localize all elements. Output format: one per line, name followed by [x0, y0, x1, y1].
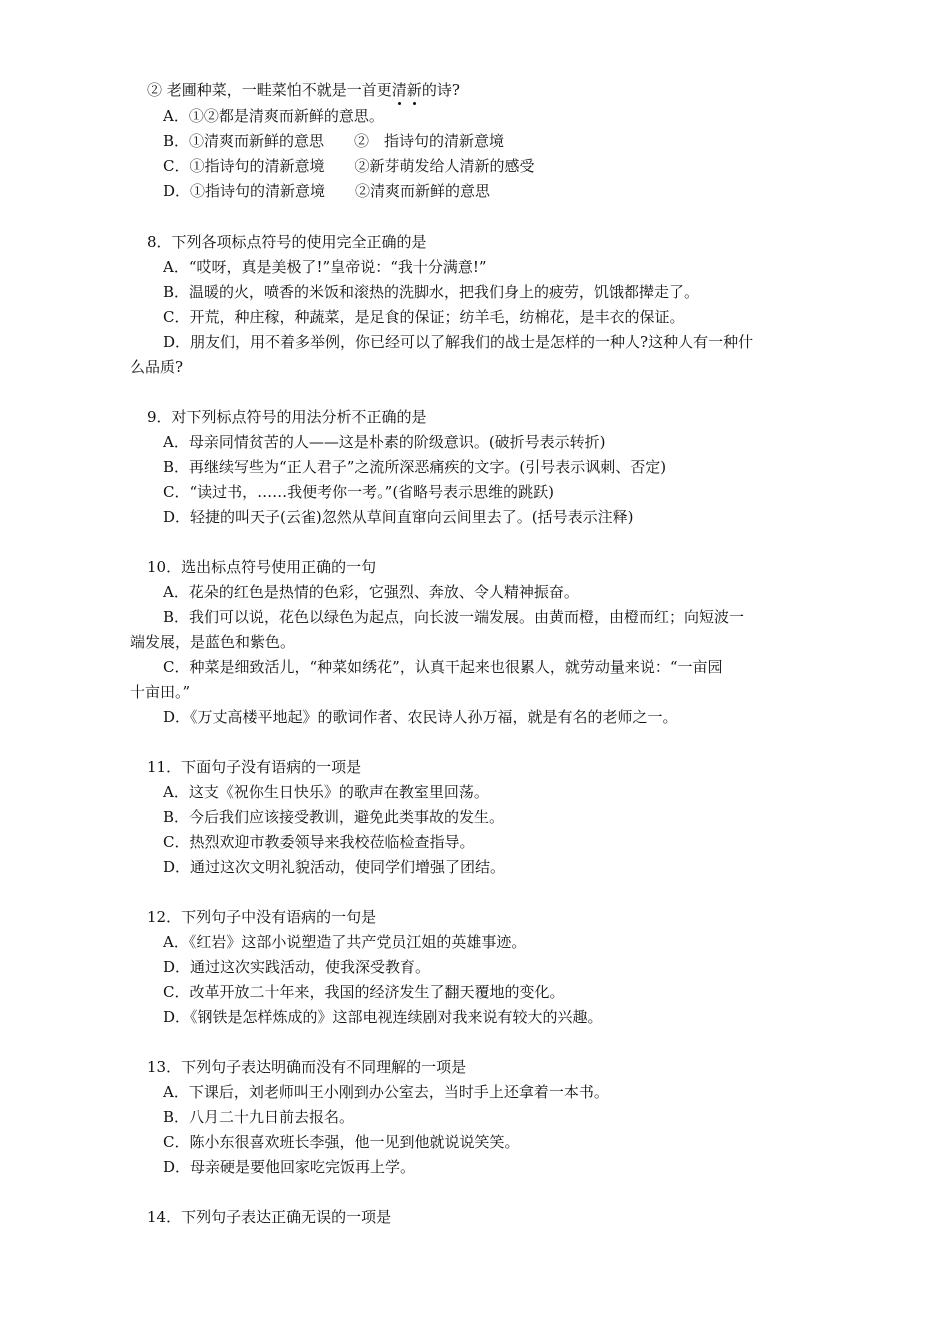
q7-item-2 [147, 80, 460, 100]
q9-option-c: C．“读过书，……我便考你一考。”(省略号表示思维的跳跃) [163, 483, 555, 501]
q13-stem: 13．下列句子表达明确而没有不同理解的一项是 [147, 1058, 467, 1076]
q7-option-b: B．①清爽而新鲜的意思 ② 指诗句的清新意境 [163, 132, 505, 150]
q12-stem: 12．下列句子中没有语病的一句是 [147, 908, 377, 926]
q12-option-a: A．《红岩》这部小说塑造了共产党员江姐的英雄事迹。 [163, 933, 527, 951]
q8-option-d: D．朋友们，用不着多举例，你已经可以了解我们的战士是怎样的一种人?这种人有一种什 [163, 333, 754, 351]
q7-item-2-text-end: 的诗? [421, 81, 460, 99]
q11-option-b: B．今后我们应该接受教训，避免此类事故的发生。 [163, 808, 505, 826]
q10-option-a: A．花朵的红色是热情的色彩，它强烈、奔放、令人精神振奋。 [163, 583, 579, 601]
q9-option-d: D．轻捷的叫天子(云雀)忽然从草间直窜向云间里去了。(括号表示注释) [163, 508, 634, 526]
q11-option-d: D．通过这次文明礼貌活动，使同学们增强了团结。 [163, 858, 506, 876]
q13-option-a: A．下课后，刘老师叫王小刚到办公室去，当时手上还拿着一本书。 [163, 1083, 609, 1101]
q7-item-2-text: ② 老圃种菜，一畦菜怕不就是一首更 [147, 81, 392, 99]
q10-option-c-wrap: 十亩田。” [130, 683, 191, 701]
q8-option-a: A．“哎呀，真是美极了!”皇帝说：“我十分满意!” [163, 258, 487, 276]
q12-option-c: C．改革开放二十年来，我国的经济发生了翻天覆地的变化。 [163, 983, 565, 1001]
q8-stem: 8．下列各项标点符号的使用完全正确的是 [147, 233, 427, 251]
q13-option-c: C．陈小东很喜欢班长李强，他一见到他就说说笑笑。 [163, 1133, 520, 1151]
emphasis-char: 清 [392, 81, 407, 99]
q10-stem: 10．选出标点符号使用正确的一句 [147, 558, 377, 576]
q8-option-c: C．开荒，种庄稼，种蔬菜，是足食的保证；纺羊毛，纺棉花，是丰衣的保证。 [163, 308, 685, 326]
q9-option-a: A．母亲同情贫苦的人——这是朴素的阶级意识。(破折号表示转折) [163, 433, 606, 451]
q10-option-c: C．种菜是细致活儿，“种菜如绣花”，认真干起来也很累人，就劳动量来说：“一亩园 [163, 658, 723, 676]
q12-option-b: D．通过这次实践活动，使我深受教育。 [163, 958, 431, 976]
q14-stem: 14．下列句子表达正确无误的一项是 [147, 1208, 392, 1226]
q13-option-b: B．八月二十九日前去报名。 [163, 1108, 355, 1126]
q8-option-d-wrap: 么品质? [130, 358, 184, 376]
q9-option-b: B．再继续写些为“正人君子”之流所深恶痛疾的文字。(引号表示讽刺、否定) [163, 458, 667, 476]
q9-stem: 9．对下列标点符号的用法分析不正确的是 [147, 408, 427, 426]
q11-option-c: C．热烈欢迎市教委领导来我校莅临检查指导。 [163, 833, 475, 851]
q10-option-d: D．《万丈高楼平地起》的歌词作者、农民诗人孙万福，就是有名的老师之一。 [163, 708, 678, 726]
q7-option-c: C．①指诗句的清新意境 ②新芽萌发给人清新的感受 [163, 157, 535, 175]
q10-option-b-wrap: 端发展，是蓝色和紫色。 [130, 633, 296, 651]
q10-option-b: B．我们可以说，花色以绿色为起点，向长波一端发展。由黄而橙，由橙而红；向短波一 [163, 608, 745, 626]
q12-option-d: D．《钢铁是怎样炼成的》这部电视连续剧对我来说有较大的兴趣。 [163, 1008, 603, 1026]
q7-option-d: D．①指诗句的清新意境 ②清爽而新鲜的意思 [163, 182, 491, 200]
q11-option-a: A．这支《祝你生日快乐》的歌声在教室里回荡。 [163, 783, 489, 801]
q11-stem: 11．下面句子没有语病的一项是 [147, 758, 362, 776]
emphasis-char: 新 [407, 81, 422, 99]
q8-option-b: B．温暖的火，喷香的米饭和滚热的洗脚水，把我们身上的疲劳，饥饿都撵走了。 [163, 283, 700, 301]
q13-option-d: D．母亲硬是要他回家吃完饭再上学。 [163, 1158, 416, 1176]
q7-option-a: A．①②都是清爽而新鲜的意思。 [163, 107, 384, 125]
